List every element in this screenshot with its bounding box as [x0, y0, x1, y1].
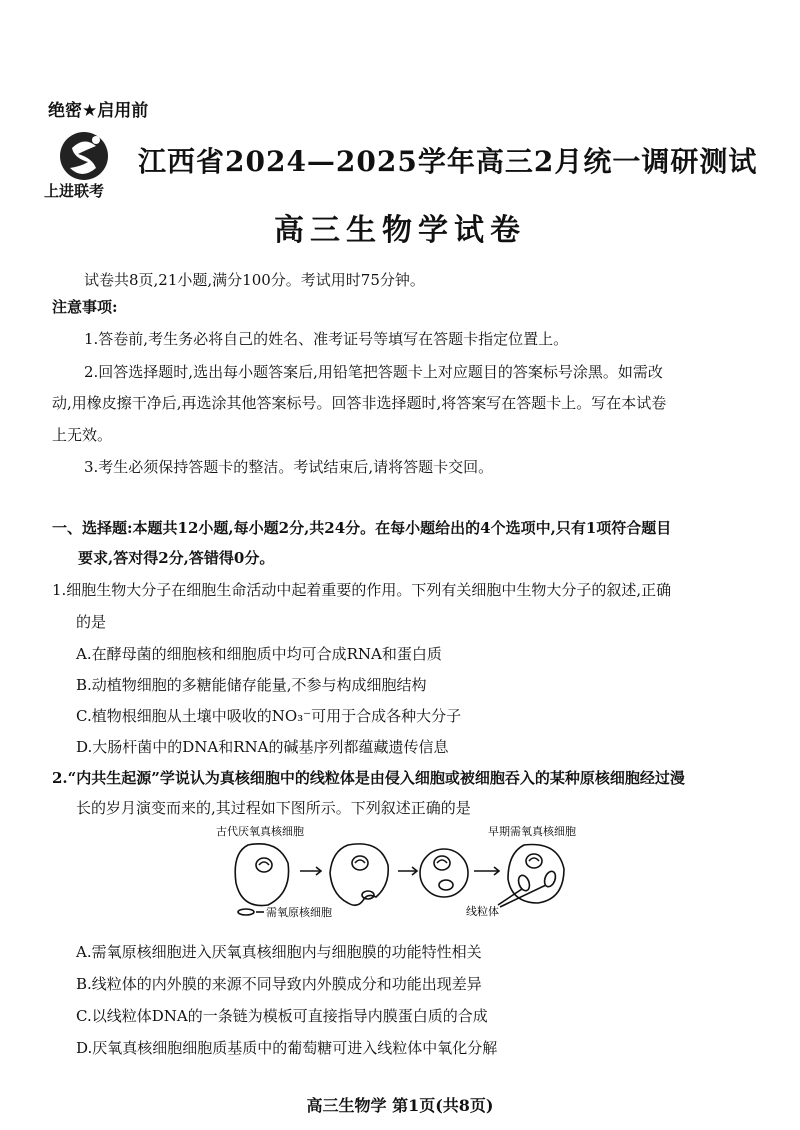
- q2-stem-line-2: 长的岁月演变而来的,其过程如下图所示。下列叙述正确的是: [76, 799, 471, 817]
- q1-option-d: D.大肠杆菌中的DNA和RNA的碱基序列都蕴藏遗传信息: [76, 738, 449, 756]
- pointer-2: [500, 885, 546, 907]
- section-1-line-2: 要求,答对得2分,答错得0分。: [78, 549, 275, 567]
- endosymbiosis-diagram: [208, 823, 608, 923]
- notice-item-2-line-1: 2.回答选择题时,选出每小题答案后,用铅笔把答题卡上对应题目的答案标号涂黑。如需改: [84, 363, 663, 381]
- nucleus-detail-3: [437, 860, 447, 863]
- paper-title: 高三生物学试卷: [274, 213, 526, 248]
- nucleus-3: [434, 856, 450, 870]
- engulfing-cell: [330, 844, 388, 905]
- nucleus-4: [526, 854, 542, 868]
- label-ancient-anaerobic-cell: 古代厌氧真核细胞: [216, 825, 304, 838]
- q1-option-a: A.在酵母菌的细胞核和细胞质中均可合成RNA和蛋白质: [76, 645, 442, 663]
- notice-heading: 注意事项:: [52, 298, 118, 316]
- logo-dot: [92, 136, 100, 144]
- page-footer: 高三生物学 第1页(共8页): [306, 1096, 494, 1115]
- q2-option-d: D.厌氧真核细胞细胞质基质中的葡萄糖可进入线粒体中氧化分解: [76, 1039, 498, 1057]
- nucleus-detail-4: [529, 858, 539, 861]
- q2-option-a: A.需氧原核细胞进入厌氧真核细胞内与细胞膜的功能特性相关: [76, 943, 482, 961]
- exam-title: 江西省2024—2025学年高三2月统一调研测试: [138, 145, 758, 178]
- nucleus-2: [352, 856, 368, 870]
- notice-item-2-line-2: 动,用橡皮擦干净后,再选涂其他答案标号。回答非选择题时,将答案写在答题卡上。写在本试卷: [52, 394, 667, 412]
- label-aerobic-prokaryote: 需氧原核细胞: [266, 906, 332, 919]
- confidential-mark: 绝密★启用前: [48, 101, 149, 121]
- q1-option-c: C.植物根细胞从土壤中吸收的NO₃⁻可用于合成各种大分子: [76, 707, 462, 725]
- nucleus-detail-1: [259, 862, 269, 865]
- nucleus-detail-2: [355, 860, 365, 863]
- q2-option-b: B.线粒体的内外膜的来源不同导致内外膜成分和功能出现差异: [76, 975, 482, 993]
- ancient-anaerobic-cell: [235, 844, 288, 906]
- q1-stem-line-2: 的是: [76, 613, 107, 631]
- q2-stem-line-1: 2.“内共生起源”学说认为真核细胞中的线粒体是由侵入细胞或被细胞吞入的某种原核细胞经过漫: [52, 769, 685, 787]
- notice-item-2-line-3: 上无效。: [52, 426, 113, 444]
- nucleus-1: [256, 858, 272, 872]
- mitochondrion-1: [517, 874, 532, 892]
- notice-item-3: 3.考生必须保持答题卡的整洁。考试结束后,请将答题卡交回。: [84, 458, 494, 476]
- section-1-line-1: 一、选择题:本题共12小题,每小题2分,共24分。在每小题给出的4个选项中,只有1项符合题目: [52, 519, 672, 537]
- vesicle-prokaryote: [439, 880, 453, 890]
- label-early-aerobic-cell: 早期需氧真核细胞: [488, 825, 576, 838]
- q2-option-c: C.以线粒体DNA的一条链为模板可直接指导内膜蛋白质的合成: [76, 1007, 488, 1025]
- q1-stem-line-1: 1.细胞生物大分子在细胞生命活动中起着重要的作用。下列有关细胞中生物大分子的叙述,正确: [52, 581, 672, 599]
- logo-text: 上进联考: [44, 182, 105, 200]
- q1-option-b: B.动植物细胞的多糖能储存能量,不参与构成细胞结构: [76, 676, 427, 694]
- label-mitochondrion: 线粒体: [466, 905, 499, 918]
- exam-info: 试卷共8页,21小题,满分100分。考试用时75分钟。: [84, 271, 425, 289]
- aerobic-prokaryote: [238, 909, 254, 915]
- notice-item-1: 1.答卷前,考生务必将自己的姓名、准考证号等填写在答题卡指定位置上。: [84, 330, 569, 348]
